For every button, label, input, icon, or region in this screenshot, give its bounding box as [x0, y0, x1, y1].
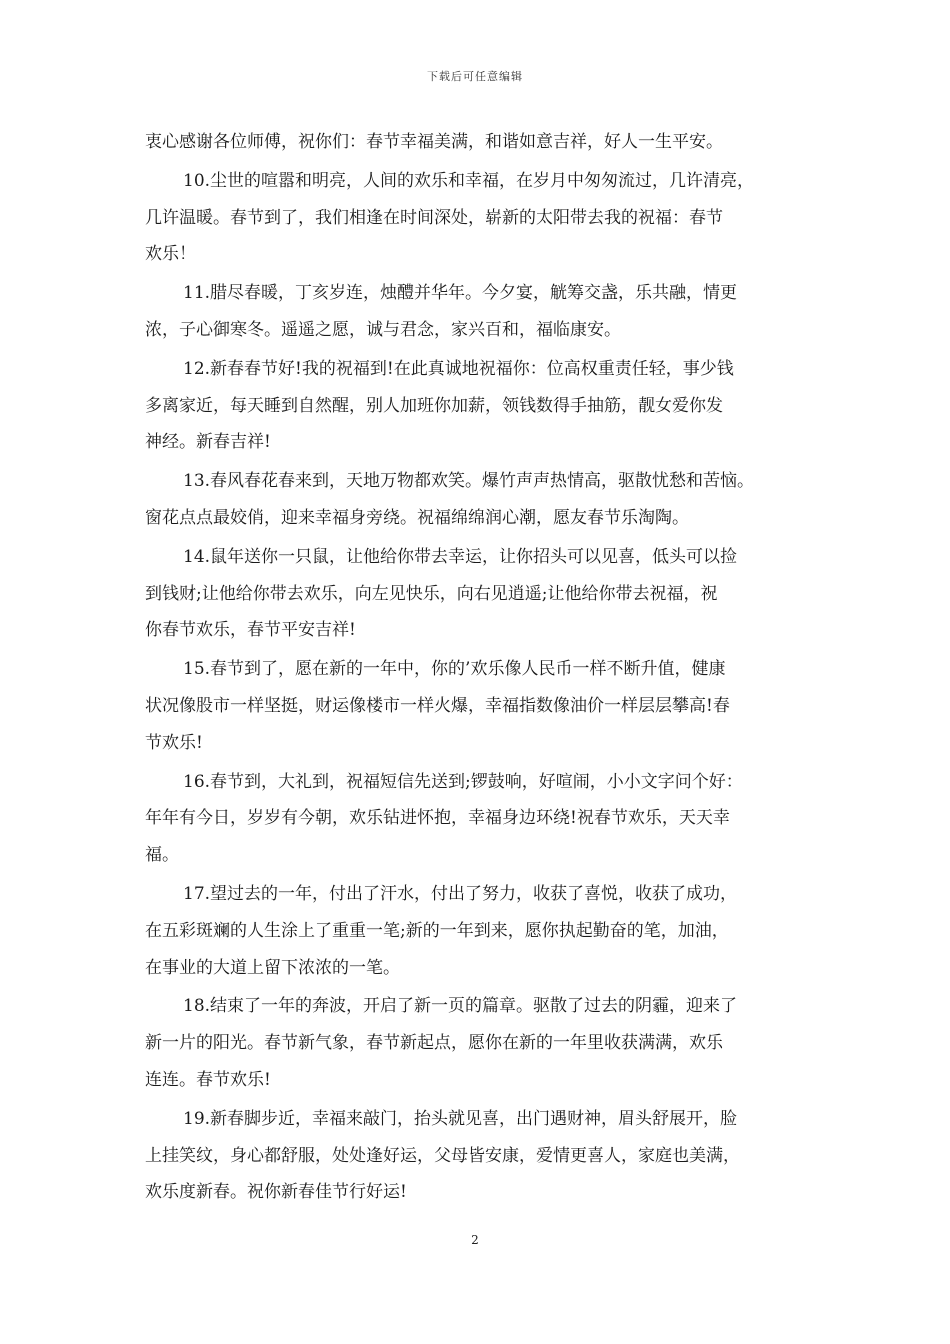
paragraph: [145, 988, 825, 1098]
page-number: 2: [471, 1233, 479, 1247]
text-line: 状况像股市一样坚挺，财运像楼市一样火爆，幸福指数像油价一样层层攀高!春: [145, 695, 730, 716]
paragraph: [145, 275, 825, 349]
text-line: 18.结束了一年的奔波，开启了新一页的篇章。驱散了过去的阴霾，迎来了: [183, 996, 738, 1017]
text-line: 衷心感谢各位师傅，祝你们：春节幸福美满，和谐如意吉祥，好人一生平安。: [145, 132, 723, 152]
text-line: 年年有今日，岁岁有今朝，欢乐钻进怀抱，幸福身边环绕!祝春节欢乐，天天幸: [145, 808, 730, 829]
paragraph: [145, 163, 825, 273]
paragraph: [145, 351, 825, 461]
text-line: 在五彩斑斓的人生涂上了重重一笔;新的一年到来，愿你执起勤奋的笔，加油，: [145, 920, 729, 941]
text-line: 13.春风春花春来到，天地万物都欢笑。爆竹声声热情高，驱散忧愁和苦恼。: [183, 471, 755, 492]
text-line: 浓，子心御寒冬。遥遥之愿，诚与君念，家兴百和，福临康安。: [145, 319, 621, 340]
text-line: 你春节欢乐，春节平安吉祥!: [145, 620, 356, 641]
paragraph: [145, 1101, 825, 1211]
text-line: 欢乐！: [145, 244, 196, 265]
paragraph: [145, 876, 825, 986]
paragraph: [145, 124, 825, 161]
page-header: 下载后可任意编辑: [427, 70, 523, 83]
text-line: 在事业的大道上留下浓浓的一笔。: [145, 957, 400, 978]
text-line: 19.新春脚步近，幸福来敲门，抬头就见喜，出门遇财神，眉头舒展开，脸: [183, 1108, 738, 1129]
paragraph: [145, 463, 825, 537]
text-line: 欢乐度新春。祝你新春佳节行好运!: [145, 1182, 407, 1203]
text-line: 福。: [145, 845, 179, 866]
text-line: 窗花点点最姣俏，迎来幸福身旁绕。祝福绵绵润心潮，愿友春节乐淘陶。: [145, 507, 689, 528]
text-line: 10.尘世的喧嚣和明亮，人间的欢乐和幸福，在岁月中匆匆流过，几许清亮，: [183, 170, 755, 191]
text-line: 新一片的阳光。春节新气象，春节新起点，愿你在新的一年里收获满满，欢乐: [145, 1033, 723, 1054]
text-line: 15.春节到了，愿在新的一年中，你的’欢乐像人民币一样不断升值，健康: [183, 659, 726, 680]
paragraph: [145, 764, 825, 874]
text-line: 多离家近，每天睡到自然醒，别人加班你加薪，领钱数得手抽筋，靓女爱你发: [145, 395, 723, 416]
document-body: [145, 124, 825, 1213]
text-line: 连连。春节欢乐!: [145, 1069, 271, 1090]
text-line: 节欢乐!: [145, 732, 203, 753]
text-line: 上挂笑纹，身心都舒服，处处逢好运，父母皆安康，爱情更喜人，家庭也美满，: [145, 1145, 740, 1166]
text-line: 几许温暖。春节到了，我们相逢在时间深处，崭新的太阳带去我的祝福：春节: [145, 207, 723, 228]
paragraph: [145, 539, 825, 649]
text-line: 12.新春春节好!我的祝福到!在此真诚地祝福你：位高权重责任轻，事少钱: [183, 358, 734, 379]
text-line: 到钱财;让他给你带去欢乐，向左见快乐，向右见逍遥;让他给你带去祝福，祝: [145, 583, 718, 604]
text-line: 11.腊尽春暖，丁亥岁连，烛醴并华年。今夕宴，觥筹交盏，乐共融，情更: [183, 283, 738, 304]
text-line: 14.鼠年送你一只鼠，让他给你带去幸运，让你招头可以见喜，低头可以捡: [183, 546, 738, 567]
text-line: 16.春节到，大礼到，祝福短信先送到;锣鼓响，好喧闹，小小文字问个好：: [183, 771, 743, 792]
text-line: 17.望过去的一年，付出了汗水，付出了努力，收获了喜悦，收获了成功，: [183, 883, 738, 904]
paragraph: [145, 651, 825, 761]
text-line: 神经。新春吉祥!: [145, 432, 271, 453]
